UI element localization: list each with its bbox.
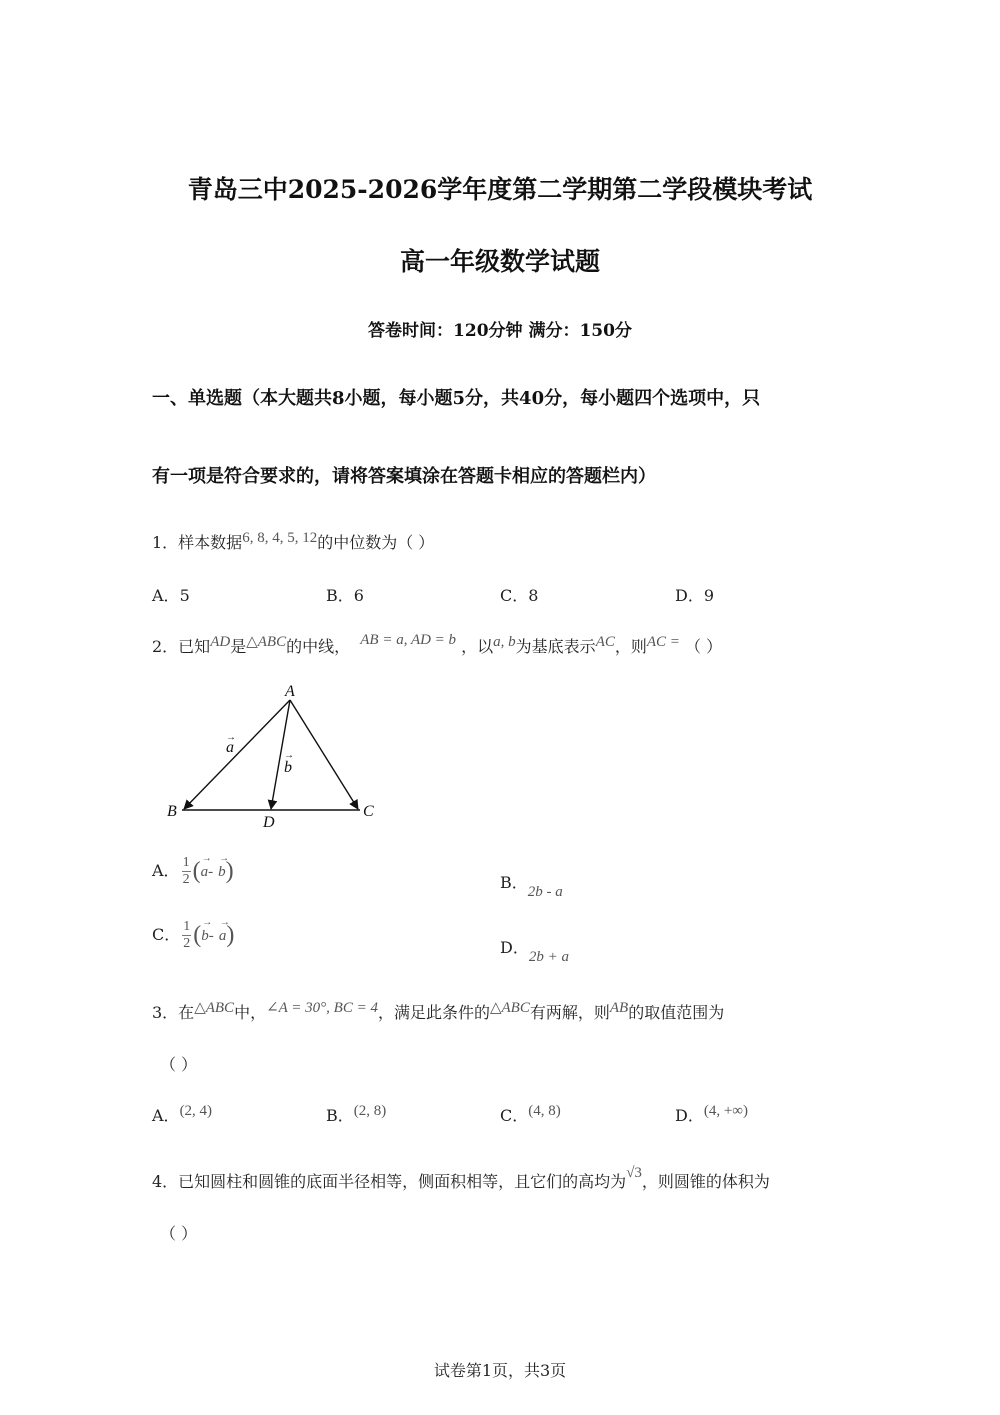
vector: → a: [201, 864, 209, 881]
q4-math: √3: [626, 1165, 642, 1181]
exam-subtitle: 高一年级数学试题: [399, 247, 600, 276]
option-value: 9: [703, 586, 715, 605]
option-value: 5: [179, 586, 190, 605]
option-value: (2, 4): [179, 1103, 213, 1119]
option-value: (4, +∞): [703, 1103, 748, 1119]
label-vec-a: a: [226, 739, 234, 756]
option-label: D．: [500, 938, 529, 957]
label-vec-b: b: [284, 759, 292, 776]
q1-option-d[interactable]: [675, 583, 714, 606]
option-label: C．: [500, 1106, 529, 1125]
q2-text: ，以: [461, 637, 494, 656]
paren: (: [192, 858, 201, 884]
q3-option-b[interactable]: [326, 1103, 386, 1126]
paren: ): [226, 922, 235, 948]
option-label: B．: [326, 1106, 354, 1125]
label-d: D: [263, 814, 275, 831]
vector: → b: [201, 928, 209, 945]
vector: → b: [218, 864, 226, 881]
q1-option-b[interactable]: [326, 583, 364, 606]
q3-math: AB: [609, 1000, 629, 1016]
q2-text: （ ）: [685, 637, 723, 656]
exam-title: 青岛三中2025-2026学年度第二学期第二学段模块考试: [187, 175, 813, 204]
q2-text: 是: [230, 637, 247, 656]
q2-text: 为基底表示: [515, 637, 596, 656]
option-math: 2b + a: [528, 949, 569, 965]
triangle-figure: [160, 678, 390, 833]
page-footer: 试卷第1页，共3页: [433, 1361, 567, 1380]
denominator: 2: [183, 936, 191, 951]
question-2: [152, 634, 722, 657]
q1-suffix: 的中位数为（ ）: [317, 533, 435, 552]
label-b: B: [167, 803, 177, 820]
paren: (: [193, 922, 202, 948]
fraction: [182, 855, 191, 888]
q2-text: ，则: [614, 637, 647, 656]
q2-math: AB = a, AD = b: [360, 632, 457, 648]
option-label: A．: [152, 861, 180, 880]
vector: → a: [219, 928, 227, 945]
q1-data: 6, 8, 4, 5, 12: [242, 530, 318, 546]
q2-math: AC =: [646, 634, 680, 650]
q3-text: 有两解，则: [529, 1003, 610, 1022]
q2-option-d[interactable]: [500, 935, 569, 965]
q3-text: 的取值范围为: [628, 1003, 725, 1022]
q3-text: 3．在: [152, 1003, 195, 1022]
q4-text: ，则圆锥的体积为: [641, 1172, 770, 1191]
option-value: 8: [528, 586, 539, 605]
label-c: C: [363, 803, 374, 820]
option-label: D．: [675, 586, 704, 605]
numerator: 1: [183, 919, 191, 934]
denominator: 2: [182, 872, 190, 887]
q2-option-c[interactable]: [152, 919, 234, 952]
numerator: 1: [182, 855, 190, 870]
fraction: [182, 919, 191, 952]
q2-math: AC: [595, 634, 615, 650]
q4-text: 4．已知圆柱和圆锥的底面半径相等，侧面积相等，且它们的高均为: [152, 1172, 627, 1191]
operator: -: [208, 864, 214, 880]
q3-math: △ABC: [489, 1000, 530, 1016]
q3-text: 中，: [234, 1003, 267, 1022]
q3-text: ，满足此条件的: [377, 1003, 490, 1022]
option-label: B．: [500, 873, 528, 892]
paren: ): [225, 858, 234, 884]
arrow-over-b-icon: →: [284, 750, 294, 761]
section-heading-line1: 一、单选题（本大题共8小题，每小题5分，共40分，每小题四个选项中，只: [152, 388, 761, 409]
q3-answer-blank: （ ）: [160, 1055, 198, 1074]
question-3: [152, 1000, 724, 1023]
section-heading-line2: 有一项是符合要求的，请将答案填涂在答题卡相应的答题栏内）: [152, 466, 656, 487]
option-label: C．: [500, 586, 529, 605]
option-label: D．: [675, 1106, 704, 1125]
option-label: C．: [152, 925, 181, 944]
option-value: (4, 8): [528, 1103, 561, 1119]
q3-math: ∠A = 30°, BC = 4: [266, 1000, 378, 1016]
q1-prefix: 1．样本数据: [152, 533, 243, 552]
exam-info: 答卷时间：120分钟 满分：150分: [368, 321, 632, 341]
operator: -: [208, 928, 214, 944]
option-value: 6: [353, 586, 364, 605]
q1-option-c[interactable]: [500, 583, 538, 606]
q4-answer-blank: （ ）: [160, 1224, 198, 1243]
q2-text: 的中线，: [286, 637, 351, 656]
option-label: A．: [152, 1106, 180, 1125]
q3-option-a[interactable]: [152, 1103, 212, 1126]
vector-ac: [290, 700, 358, 809]
option-label: B．: [326, 586, 354, 605]
q3-math: △ABC: [194, 1000, 235, 1016]
option-label: A．: [152, 586, 180, 605]
q3-option-c[interactable]: [500, 1103, 561, 1126]
q1-option-a[interactable]: [152, 583, 190, 606]
question-1: [152, 530, 434, 553]
label-a: A: [285, 683, 295, 700]
q2-math: △ABC: [246, 634, 287, 650]
q2-text: 2．已知: [152, 637, 211, 656]
option-math: 2b - a: [527, 884, 563, 900]
q3-option-d[interactable]: [675, 1103, 748, 1126]
arrow-over-a-icon: →: [226, 732, 236, 743]
q2-math: a, b: [493, 634, 516, 650]
q2-option-a[interactable]: [152, 855, 234, 888]
option-value: (2, 8): [353, 1103, 387, 1119]
q2-math: AD: [210, 634, 231, 650]
question-4: [152, 1165, 770, 1192]
q2-option-b[interactable]: [500, 870, 563, 900]
